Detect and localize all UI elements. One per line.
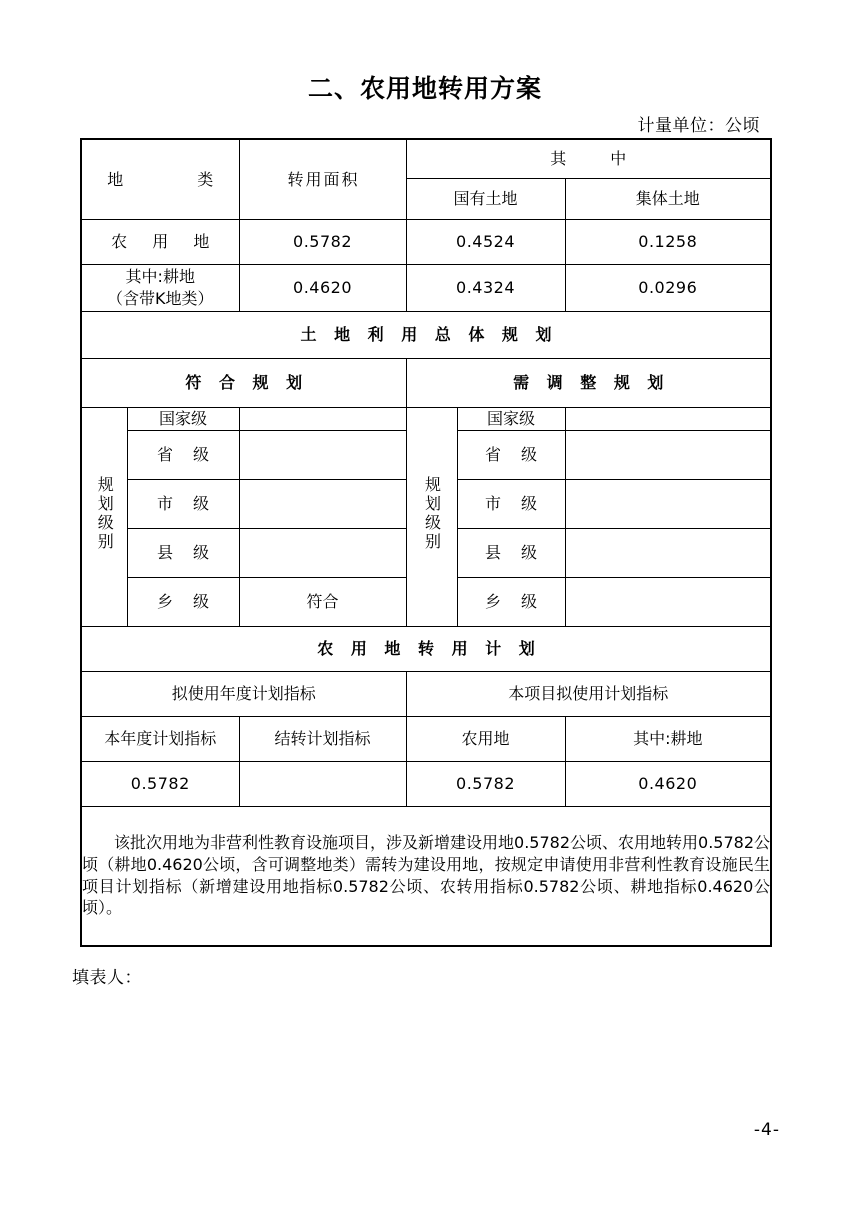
page-number: -4- <box>753 1120 780 1140</box>
section-title-overall-plan: 土 地 利 用 总 体 规 划 <box>81 312 771 359</box>
value-current-year-index[interactable]: 0.5782 <box>81 761 239 806</box>
heading-project-plan-index: 本项目拟使用计划指标 <box>406 671 771 716</box>
header-state-owned-land: 国有土地 <box>406 179 565 220</box>
subheader-current-year-index: 本年度计划指标 <box>81 716 239 761</box>
level-value-national-right[interactable] <box>565 408 771 431</box>
level-name-township-right: 乡 级 <box>457 577 565 626</box>
header-converted-area: 转用面积 <box>239 139 406 220</box>
section-header-overall-plan <box>81 312 771 359</box>
subheader-agricultural-land: 农用地 <box>406 716 565 761</box>
table-row <box>81 265 771 312</box>
row-label-agricultural-land: 农 用 地 <box>81 220 239 265</box>
table-header-row-1 <box>81 139 771 179</box>
cell-agricultural-collective: 0.1258 <box>565 220 771 265</box>
value-cultivated-land[interactable]: 0.4620 <box>565 761 771 806</box>
cell-agricultural-converted-area: 0.5782 <box>239 220 406 265</box>
cell-cultivated-converted-area: 0.4620 <box>239 265 406 312</box>
level-value-municipal-right[interactable] <box>565 479 771 528</box>
farmland-conversion-table <box>80 138 772 947</box>
level-name-township-left: 乡 级 <box>127 577 239 626</box>
note-row <box>81 806 771 946</box>
header-among-which: 其 中 <box>406 139 771 179</box>
level-value-provincial-left[interactable] <box>239 430 406 479</box>
level-value-provincial-right[interactable] <box>565 430 771 479</box>
row-label-cultivated-land <box>81 265 239 312</box>
level-value-county-right[interactable] <box>565 528 771 577</box>
subheader-cultivated-land: 其中:耕地 <box>565 716 771 761</box>
value-carryover-index[interactable] <box>239 761 406 806</box>
level-name-municipal-left: 市 级 <box>127 479 239 528</box>
vertical-label-text-right: 规划级别 <box>422 476 442 552</box>
overall-plan-headings-row <box>81 359 771 408</box>
heading-conforming-plan: 符 合 规 划 <box>81 359 406 408</box>
cell-cultivated-state-owned: 0.4324 <box>406 265 565 312</box>
level-name-county-left: 县 级 <box>127 528 239 577</box>
subheader-carryover-index: 结转计划指标 <box>239 716 406 761</box>
measurement-unit-label: 计量单位：公顷 <box>637 116 760 136</box>
level-value-township-left[interactable]: 符合 <box>239 577 406 626</box>
vertical-label-plan-level-right <box>406 408 457 627</box>
level-value-national-left[interactable] <box>239 408 406 431</box>
level-value-municipal-left[interactable] <box>239 479 406 528</box>
header-collective-land: 集体土地 <box>565 179 771 220</box>
level-value-county-left[interactable] <box>239 528 406 577</box>
row-label-cultivated-line1: 其中:耕地 <box>125 267 195 287</box>
vertical-label-plan-level-left <box>81 408 127 627</box>
level-name-county-right: 县 级 <box>457 528 565 577</box>
row-label-cultivated-line2: （含带K地类） <box>107 289 214 308</box>
cell-cultivated-collective: 0.0296 <box>565 265 771 312</box>
cell-agricultural-state-owned: 0.4524 <box>406 220 565 265</box>
conversion-plan-subheaders-row <box>81 716 771 761</box>
note-cell <box>81 806 771 946</box>
header-land-type: 地 类 <box>81 139 239 220</box>
level-name-provincial-left: 省 级 <box>127 430 239 479</box>
level-name-national-left: 国家级 <box>127 408 239 431</box>
form-filler-label: 填表人： <box>72 968 142 988</box>
table-row <box>81 220 771 265</box>
note-text: 该批次用地为非营利性教育设施项目，涉及新增建设用地0.5782公顷、农用地转用0.5782公顷（耕地0.4620公顷，含可调整地类）需转为建设用地，按规定申请使用非营利性教育设施民生项目计划指标（新增建设用地指标0.5782公顷、农转用指标0.5782公顷、耕地指标0.4620公顷）。 <box>82 833 771 918</box>
level-name-national-right: 国家级 <box>457 408 565 431</box>
level-name-municipal-right: 市 级 <box>457 479 565 528</box>
plan-level-row-national <box>81 408 771 431</box>
conversion-plan-values-row <box>81 761 771 806</box>
vertical-label-text-left: 规划级别 <box>95 476 115 552</box>
section-header-conversion-plan <box>81 626 771 671</box>
value-agricultural-land[interactable]: 0.5782 <box>406 761 565 806</box>
conversion-plan-headings-row <box>81 671 771 716</box>
level-name-provincial-right: 省 级 <box>457 430 565 479</box>
heading-adjustment-plan: 需 调 整 规 划 <box>406 359 771 408</box>
level-value-township-right[interactable] <box>565 577 771 626</box>
heading-annual-plan-index: 拟使用年度计划指标 <box>81 671 406 716</box>
section-title-conversion-plan: 农 用 地 转 用 计 划 <box>81 626 771 671</box>
page-title: 二、农用地转用方案 <box>307 74 542 103</box>
